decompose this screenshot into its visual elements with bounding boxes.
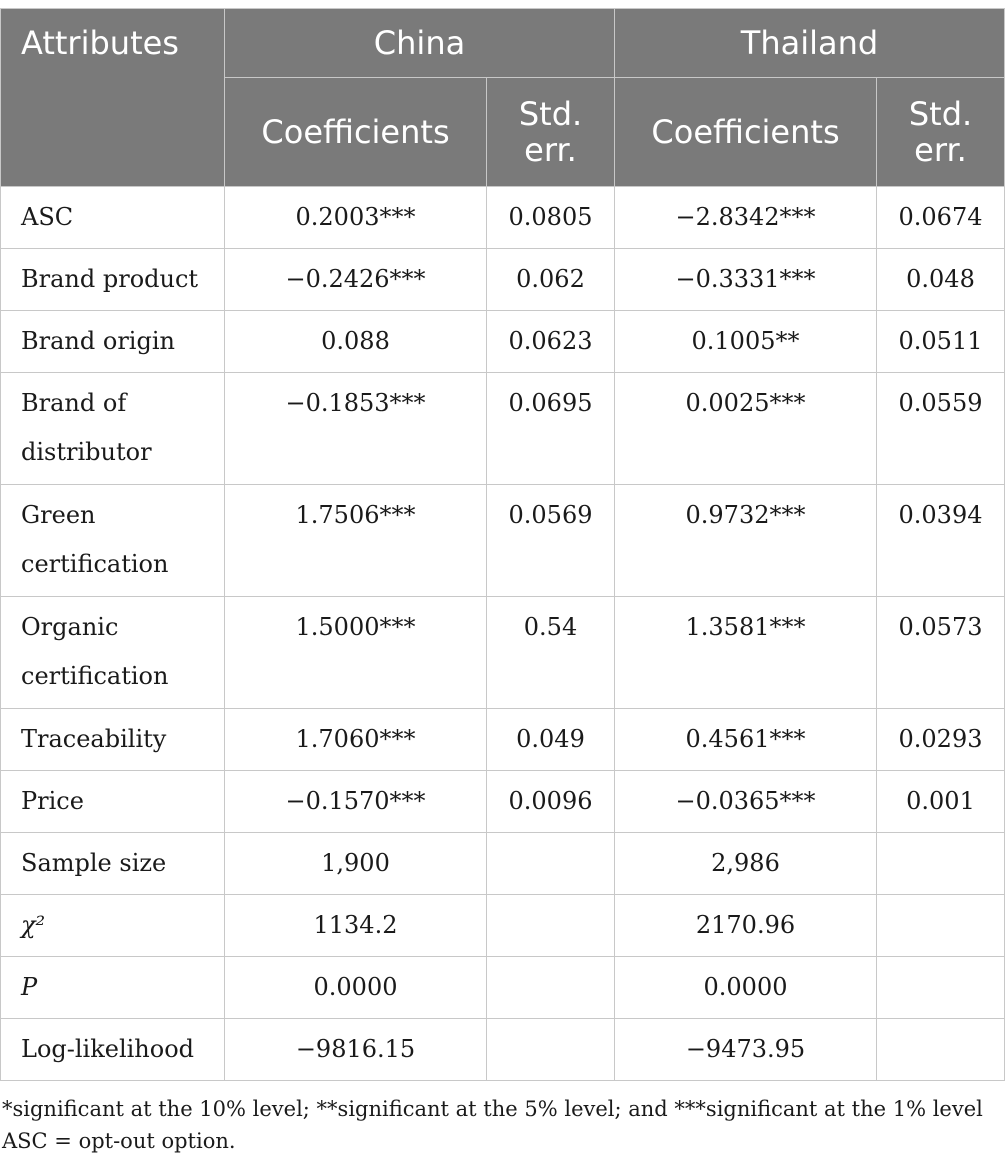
china-coefficient: 1.7506***	[225, 485, 487, 597]
header-thailand: Thailand	[615, 9, 1005, 78]
thailand-stderr	[877, 895, 1005, 957]
header-thailand-coefficients: Coefficients	[615, 78, 877, 187]
table-row	[1, 597, 1005, 709]
china-stderr	[487, 895, 615, 957]
header-attributes: Attributes	[1, 9, 225, 187]
china-coefficient: 1134.2	[225, 895, 487, 957]
row-label: Green certification	[1, 485, 225, 597]
china-stderr: 0.049	[487, 709, 615, 771]
results-table-container	[0, 8, 1005, 1157]
table-row	[1, 709, 1005, 771]
thailand-stderr	[877, 957, 1005, 1019]
asc-note: ASC = opt-out option.	[2, 1129, 236, 1153]
table-row	[1, 1019, 1005, 1081]
thailand-coefficient: −0.0365***	[615, 771, 877, 833]
china-coefficient: 0.0000	[225, 957, 487, 1019]
table-row	[1, 957, 1005, 1019]
table-row	[1, 249, 1005, 311]
table-row	[1, 187, 1005, 249]
thailand-coefficient: 0.0025***	[615, 373, 877, 485]
thailand-coefficient: 0.1005**	[615, 311, 877, 373]
thailand-stderr: 0.048	[877, 249, 1005, 311]
china-coefficient: −0.2426***	[225, 249, 487, 311]
row-label: Log-likelihood	[1, 1019, 225, 1081]
china-coefficient: 1.5000***	[225, 597, 487, 709]
row-label: Traceability	[1, 709, 225, 771]
thailand-coefficient: −2.8342***	[615, 187, 877, 249]
table-row	[1, 771, 1005, 833]
china-stderr: 0.54	[487, 597, 615, 709]
table-notes	[0, 1081, 1005, 1157]
header-china-coefficients: Coefficients	[225, 78, 487, 187]
row-label: Brand product	[1, 249, 225, 311]
table-body	[1, 187, 1005, 1081]
china-coefficient: 0.088	[225, 311, 487, 373]
thailand-coefficient: −9473.95	[615, 1019, 877, 1081]
thailand-coefficient: −0.3331***	[615, 249, 877, 311]
table-row	[1, 485, 1005, 597]
table-row	[1, 373, 1005, 485]
row-label: Organic certification	[1, 597, 225, 709]
header-thailand-stderr: Std. err.	[877, 78, 1005, 187]
row-label: ASC	[1, 187, 225, 249]
table-row	[1, 895, 1005, 957]
thailand-stderr: 0.0293	[877, 709, 1005, 771]
thailand-coefficient: 0.9732***	[615, 485, 877, 597]
china-coefficient: 0.2003***	[225, 187, 487, 249]
table-header	[1, 9, 1005, 187]
row-label: Brand origin	[1, 311, 225, 373]
thailand-stderr: 0.0573	[877, 597, 1005, 709]
row-label: Price	[1, 771, 225, 833]
china-stderr: 0.0805	[487, 187, 615, 249]
row-label: χ²	[1, 895, 225, 957]
table-row	[1, 833, 1005, 895]
china-stderr: 0.0569	[487, 485, 615, 597]
significance-note: *significant at the 10% level; **significant at the 5% level; and ***significant at the 1% level	[2, 1097, 983, 1121]
table-row	[1, 311, 1005, 373]
row-label: Sample size	[1, 833, 225, 895]
china-stderr	[487, 1019, 615, 1081]
china-stderr: 0.0695	[487, 373, 615, 485]
header-china: China	[225, 9, 615, 78]
china-coefficient: −0.1853***	[225, 373, 487, 485]
china-stderr	[487, 957, 615, 1019]
row-label: P	[1, 957, 225, 1019]
china-coefficient: 1.7060***	[225, 709, 487, 771]
china-stderr: 0.0623	[487, 311, 615, 373]
thailand-coefficient: 0.4561***	[615, 709, 877, 771]
thailand-stderr: 0.0674	[877, 187, 1005, 249]
results-table	[0, 8, 1005, 1081]
thailand-coefficient: 0.0000	[615, 957, 877, 1019]
china-coefficient: 1,900	[225, 833, 487, 895]
thailand-stderr: 0.0511	[877, 311, 1005, 373]
row-label: Brand of distributor	[1, 373, 225, 485]
thailand-coefficient: 1.3581***	[615, 597, 877, 709]
thailand-coefficient: 2170.96	[615, 895, 877, 957]
header-china-stderr: Std. err.	[487, 78, 615, 187]
china-coefficient: −9816.15	[225, 1019, 487, 1081]
thailand-stderr: 0.0394	[877, 485, 1005, 597]
china-stderr	[487, 833, 615, 895]
thailand-stderr: 0.0559	[877, 373, 1005, 485]
thailand-stderr: 0.001	[877, 771, 1005, 833]
china-stderr: 0.062	[487, 249, 615, 311]
thailand-coefficient: 2,986	[615, 833, 877, 895]
china-stderr: 0.0096	[487, 771, 615, 833]
thailand-stderr	[877, 1019, 1005, 1081]
thailand-stderr	[877, 833, 1005, 895]
china-coefficient: −0.1570***	[225, 771, 487, 833]
